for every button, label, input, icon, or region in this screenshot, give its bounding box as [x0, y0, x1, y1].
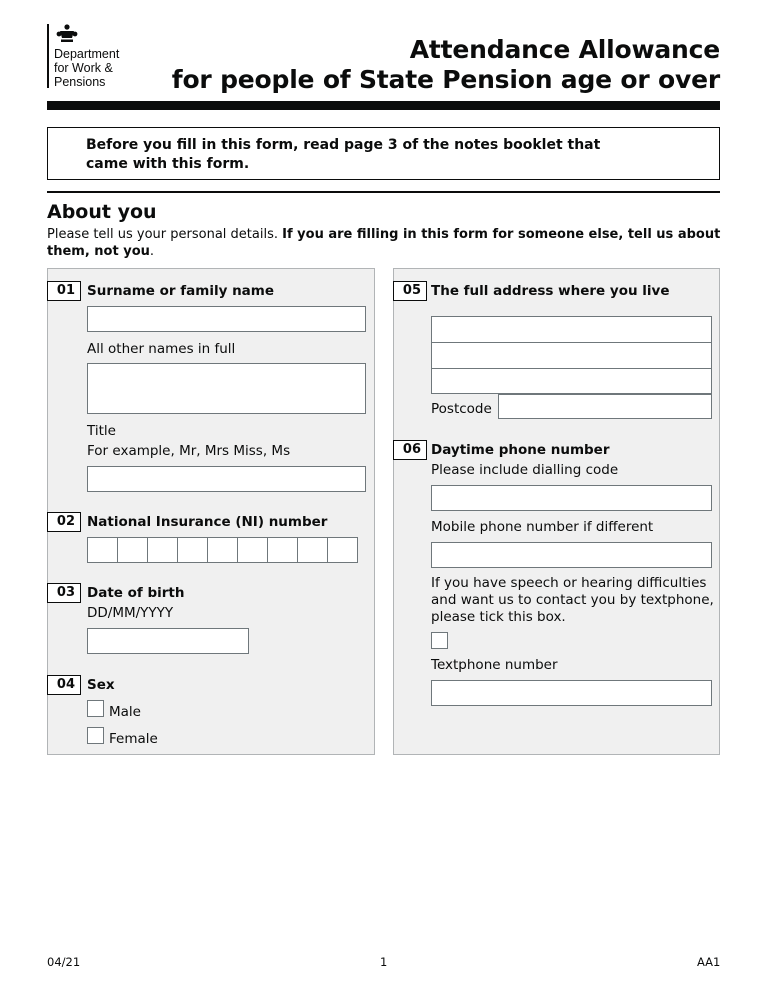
title-input[interactable]: [87, 466, 366, 492]
logo-divider: [47, 24, 49, 88]
question-title-02: National Insurance (NI) number: [87, 514, 328, 530]
ni-cell[interactable]: [207, 537, 238, 563]
section-heading: About you: [47, 201, 157, 223]
notice-text: Before you fill in this form, read page 3 of the notes booklet that came with this form.: [86, 137, 601, 172]
intro-text: Please tell us your personal details.: [47, 227, 278, 242]
form-title-line2: for people of State Pension age or over: [171, 65, 720, 94]
daytime-phone-input[interactable]: [431, 485, 712, 511]
ni-cell[interactable]: [267, 537, 298, 563]
question-title-03: Date of birth: [87, 585, 185, 601]
form-title: [172, 35, 720, 95]
female-label: Female: [109, 731, 158, 747]
intro-bold-text: If you are filling in this form for someone else, tell us about them, not you: [47, 227, 721, 259]
notice-box: [47, 127, 720, 180]
question-title-01: Surname or family name: [87, 283, 275, 299]
department-logo-text: Department for Work & Pensions: [54, 47, 120, 89]
title-example: For example, Mr, Mrs Miss, Ms: [87, 443, 291, 459]
postcode-input[interactable]: [498, 394, 712, 419]
mobile-label: Mobile phone number if different: [431, 519, 654, 535]
form-code: AA1: [697, 955, 721, 969]
royal-crest-icon: [54, 23, 80, 45]
intro-end: .: [149, 244, 155, 259]
surname-input[interactable]: [87, 306, 366, 332]
male-label: Male: [109, 704, 141, 720]
question-number-06: 06: [393, 440, 427, 460]
other-names-input[interactable]: [87, 363, 366, 414]
female-checkbox[interactable]: [87, 727, 104, 744]
date-format-hint: DD/MM/YYYY: [87, 605, 174, 621]
ni-number-input[interactable]: [87, 537, 357, 563]
page-number: 1: [380, 955, 388, 969]
ni-cell[interactable]: [297, 537, 328, 563]
question-title-06: Daytime phone number: [431, 442, 610, 458]
ni-cell[interactable]: [327, 537, 358, 563]
postcode-label: Postcode: [431, 401, 492, 417]
question-number-05: 05: [393, 281, 427, 301]
address-line-3-input[interactable]: [431, 368, 712, 394]
mobile-phone-input[interactable]: [431, 542, 712, 568]
header-rule: [47, 101, 720, 110]
date-of-birth-input[interactable]: [87, 628, 249, 654]
ni-cell[interactable]: [117, 537, 148, 563]
footer-date: 04/21: [47, 955, 81, 969]
male-checkbox[interactable]: [87, 700, 104, 717]
title-label: Title: [87, 423, 116, 439]
question-number-04: 04: [47, 675, 81, 695]
section-rule: [47, 191, 720, 193]
dialling-code-hint: Please include dialling code: [431, 462, 619, 478]
question-number-03: 03: [47, 583, 81, 603]
ni-cell[interactable]: [237, 537, 268, 563]
question-title-05: The full address where you live: [431, 283, 670, 299]
ni-cell[interactable]: [147, 537, 178, 563]
question-title-04: Sex: [87, 677, 115, 693]
address-line-2-input[interactable]: [431, 342, 712, 369]
section-intro: [47, 226, 737, 260]
question-number-02: 02: [47, 512, 81, 532]
question-number-01: 01: [47, 281, 81, 301]
other-names-label: All other names in full: [87, 341, 236, 357]
textphone-note: If you have speech or hearing difficulties and want us to contact you by textphone, please tick this box.: [431, 575, 714, 625]
form-title-line1: Attendance Allowance: [409, 35, 720, 64]
ni-cell[interactable]: [177, 537, 208, 563]
ni-cell[interactable]: [87, 537, 118, 563]
textphone-number-label: Textphone number: [431, 657, 558, 673]
address-line-1-input[interactable]: [431, 316, 712, 343]
textphone-checkbox[interactable]: [431, 632, 448, 649]
textphone-number-input[interactable]: [431, 680, 712, 706]
